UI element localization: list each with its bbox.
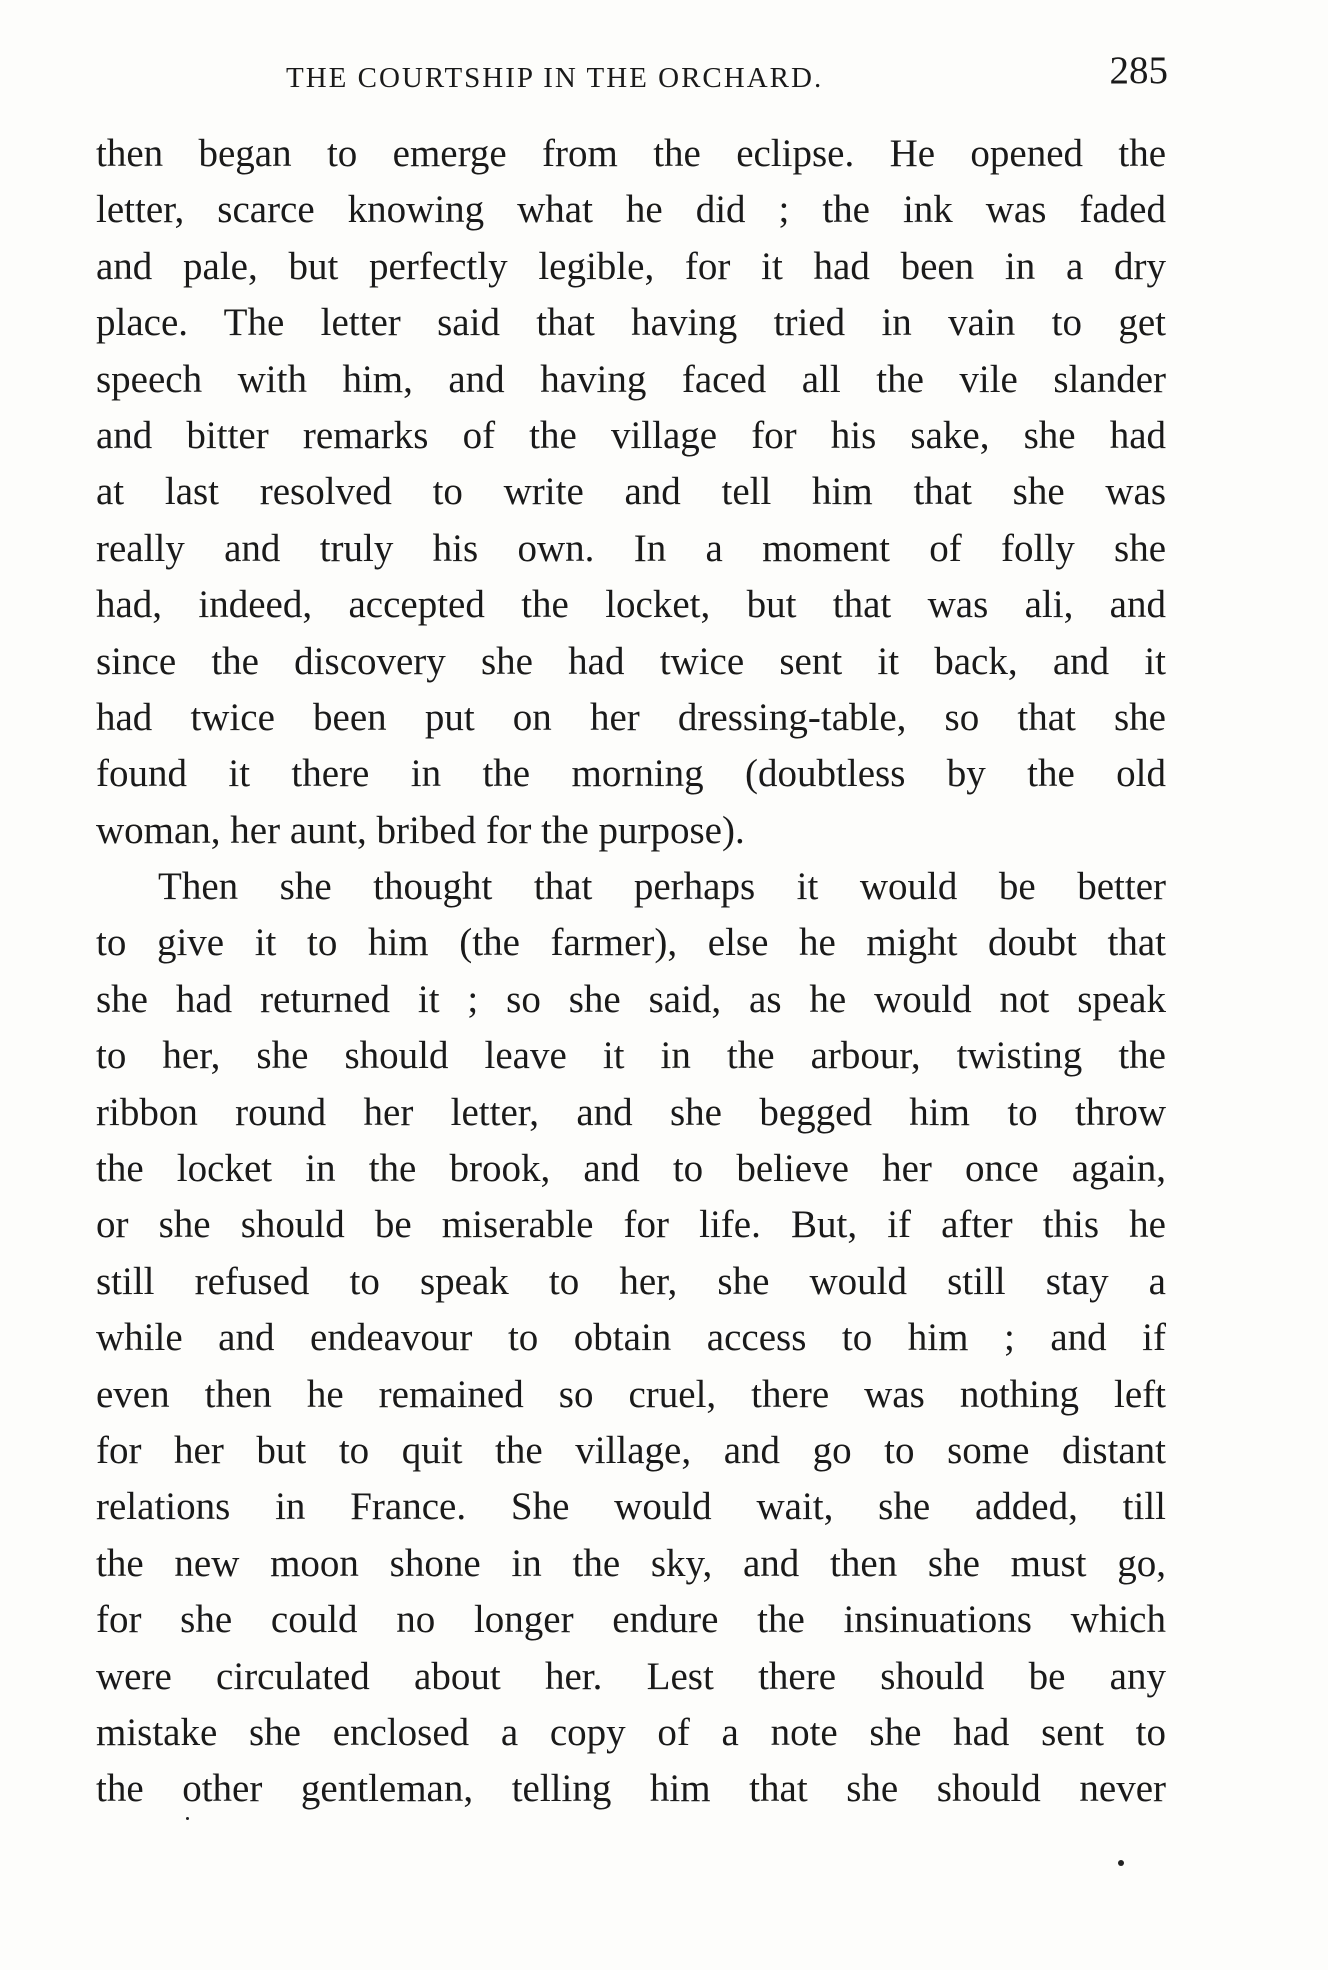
text-line: the new moon shone in the sky, and then she must go, xyxy=(96,1541,1166,1585)
text-line: really and truly his own. In a moment of folly she xyxy=(96,526,1166,570)
text-line: the other gentleman, telling him that she should never xyxy=(96,1767,1166,1811)
text-line: Then she thought that perhaps it would be better xyxy=(158,865,1166,909)
text-line: since the discovery she had twice sent it back, and it xyxy=(96,639,1166,683)
text-line: then began to emerge from the eclipse. He opened the xyxy=(96,132,1166,175)
text-line: while and endeavour to obtain access to him ; and if xyxy=(96,1316,1166,1360)
text-line: to her, she should leave it in the arbour, twisting the xyxy=(96,1034,1166,1078)
text-line: woman, her aunt, bribed for the purpose). xyxy=(96,808,745,852)
print-speck xyxy=(186,1817,189,1820)
text-line: at last resolved to write and tell him that she was xyxy=(96,470,1166,514)
text-line: place. The letter said that having tried in vain to get xyxy=(96,301,1166,345)
text-line: mistake she enclosed a copy of a note she had sent to xyxy=(96,1710,1166,1754)
text-line: and bitter remarks of the village for his sake, she had xyxy=(96,413,1166,457)
text-line: had twice been put on her dressing-table, so that she xyxy=(96,695,1166,739)
text-line: had, indeed, accepted the locket, but that was ali, and xyxy=(96,583,1166,627)
text-line: found it there in the morning (doubtless by the old xyxy=(96,752,1166,796)
text-line: even then he remained so cruel, there was nothing left xyxy=(96,1372,1166,1416)
print-speck xyxy=(1118,1860,1124,1866)
text-line: still refused to speak to her, she would still stay a xyxy=(96,1259,1166,1303)
text-line: speech with him, and having faced all the vile slander xyxy=(96,357,1166,401)
text-line: or she should be miserable for life. But, if after this he xyxy=(96,1203,1166,1247)
text-line: to give it to him (the farmer), else he might doubt that xyxy=(96,921,1166,965)
text-line: for she could no longer endure the insinuations which xyxy=(96,1598,1166,1642)
body-text xyxy=(96,126,1166,1818)
text-line: relations in France. She would wait, she added, till xyxy=(96,1485,1166,1529)
text-line: she had returned it ; so she said, as he would not speak xyxy=(96,977,1166,1021)
running-head xyxy=(96,44,1168,108)
page-number: 285 xyxy=(1109,49,1168,92)
text-line: and pale, but perfectly legible, for it had been in a dry xyxy=(96,244,1166,288)
running-title: THE COURTSHIP IN THE ORCHARD. xyxy=(286,62,824,94)
text-line: for her but to quit the village, and go to some distant xyxy=(96,1428,1166,1472)
text-line: the locket in the brook, and to believe her once again, xyxy=(96,1147,1166,1191)
text-line: ribbon round her letter, and she begged him to throw xyxy=(96,1090,1166,1134)
text-line: were circulated about her. Lest there should be any xyxy=(96,1654,1166,1698)
text-line: letter, scarce knowing what he did ; the ink was faded xyxy=(96,188,1166,232)
